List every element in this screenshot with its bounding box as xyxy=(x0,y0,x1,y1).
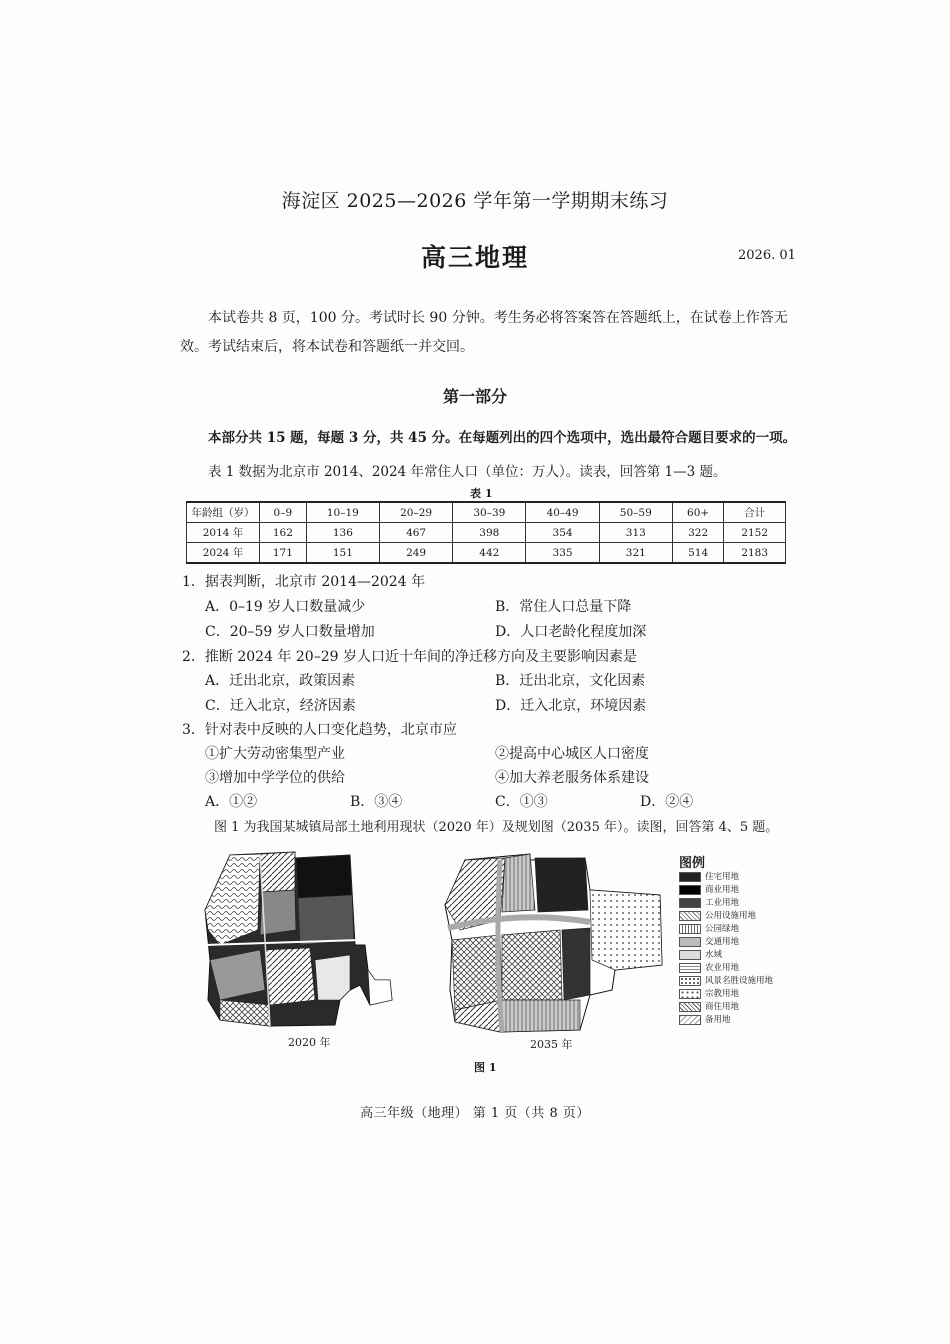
table-header-cell: 合计 xyxy=(724,502,786,523)
page-footer: 高三年级（地理） 第 1 页（共 8 页） xyxy=(360,1106,590,1121)
legend-item xyxy=(679,988,739,1000)
question-1-stem: 1．据表判断，北京市 2014—2024 年 xyxy=(182,574,426,590)
legend-item xyxy=(679,884,739,896)
table-cell: 335 xyxy=(526,543,599,564)
table-cell: 2183 xyxy=(724,543,786,564)
table-intro: 表 1 数据为北京市 2014、2024 年常住人口（单位：万人）。读表，回答第 1—3 题。 xyxy=(208,464,727,480)
legend-swatch xyxy=(679,898,701,908)
question-3-option-d[interactable]: D．②④ xyxy=(640,794,694,810)
table-cell: 354 xyxy=(526,523,599,543)
legend-item xyxy=(679,1014,731,1026)
table-cell: 467 xyxy=(379,523,452,543)
legend-swatch xyxy=(679,1002,701,1012)
table-cell: 2152 xyxy=(724,523,786,543)
table-cell: 398 xyxy=(453,523,526,543)
legend-title: 图例 xyxy=(679,856,706,871)
land-use-map-2035 xyxy=(440,850,675,1035)
land-use-map-2020 xyxy=(200,850,415,1030)
legend-swatch xyxy=(679,1015,701,1025)
population-table xyxy=(186,501,786,564)
table-cell: 2024 年 xyxy=(187,543,260,564)
legend-item xyxy=(679,1001,739,1013)
question-3-statement-1: ①扩大劳动密集型产业 xyxy=(205,746,345,762)
question-1-option-d[interactable]: D．人口老龄化程度加深 xyxy=(495,624,647,640)
question-3-statement-2: ②提高中心城区人口密度 xyxy=(495,746,649,762)
question-1-option-b[interactable]: B．常住人口总量下降 xyxy=(495,599,632,615)
table-row xyxy=(187,523,786,543)
question-3-statement-3: ③增加中学学位的供给 xyxy=(205,770,345,786)
figure-caption: 图 1 xyxy=(474,1061,497,1074)
legend-label: 公园绿地 xyxy=(705,924,740,934)
part-title: 第一部分 xyxy=(442,387,507,406)
table-cell: 151 xyxy=(306,543,379,564)
table-cell: 313 xyxy=(599,523,672,543)
table-cell: 171 xyxy=(260,543,307,564)
table-cell: 2014 年 xyxy=(187,523,260,543)
question-3-option-c[interactable]: C．①③ xyxy=(495,794,548,810)
table-header-cell: 60+ xyxy=(672,502,723,523)
legend-label: 宗教用地 xyxy=(705,989,740,999)
legend-item xyxy=(679,975,773,987)
legend-item xyxy=(679,936,739,948)
legend-item xyxy=(679,910,756,922)
legend-item xyxy=(679,962,739,974)
legend-swatch xyxy=(679,911,701,921)
table-header-cell: 0–9 xyxy=(260,502,307,523)
legend-swatch xyxy=(679,950,701,960)
legend-label: 公用设施用地 xyxy=(705,911,757,921)
question-1-option-a[interactable]: A．0–19 岁人口数量减少 xyxy=(205,599,366,615)
legend-swatch xyxy=(679,937,701,947)
table-row xyxy=(187,543,786,564)
question-2-option-a[interactable]: A．迁出北京，政策因素 xyxy=(205,673,356,689)
table-header-cell: 年龄组（岁） xyxy=(187,502,260,523)
table-header-cell: 40–49 xyxy=(526,502,599,523)
question-3-statement-4: ④加大养老服务体系建设 xyxy=(495,770,649,786)
legend-label: 商业用地 xyxy=(705,885,740,895)
exam-instructions: 本试卷共 8 页，100 分。考试时长 90 分钟。考生务必将答案答在答题纸上，在试卷上作答无效。考试结束后，将本试卷和答题纸一并交回。 xyxy=(180,310,788,355)
question-2-stem: 2．推断 2024 年 20–29 岁人口近十年间的净迁移方向及主要影响因素是 xyxy=(182,649,637,665)
legend-label: 住宅用地 xyxy=(705,872,740,882)
legend-label: 水域 xyxy=(705,950,723,960)
table-cell: 136 xyxy=(306,523,379,543)
legend-item xyxy=(679,871,739,883)
table-header-row xyxy=(187,502,786,523)
figure-intro: 图 1 为我国某城镇局部土地利用现状（2020 年）及规划图（2035 年）。读图，回答第 4、5 题。 xyxy=(214,820,779,835)
table-header-cell: 20–29 xyxy=(379,502,452,523)
table-header-cell: 30–39 xyxy=(453,502,526,523)
legend-label: 农业用地 xyxy=(705,963,740,973)
legend-swatch xyxy=(679,872,701,882)
question-2-option-c[interactable]: C．迁入北京，经济因素 xyxy=(205,698,356,714)
table-cell: 321 xyxy=(599,543,672,564)
legend-label: 工业用地 xyxy=(705,898,740,908)
question-2-option-d[interactable]: D．迁入北京，环境因素 xyxy=(495,698,647,714)
exam-date: 2026. 01 xyxy=(738,248,796,263)
legend-swatch xyxy=(679,963,701,973)
table-header-cell: 50–59 xyxy=(599,502,672,523)
question-3-option-b[interactable]: B．③④ xyxy=(350,794,403,810)
question-3-stem: 3．针对表中反映的人口变化趋势，北京市应 xyxy=(182,722,457,738)
table-cell: 322 xyxy=(672,523,723,543)
table-header-cell: 10–19 xyxy=(306,502,379,523)
legend-label: 风景名胜设施用地 xyxy=(705,976,774,986)
part-description: 本部分共 15 题，每题 3 分，共 45 分。在每题列出的四个选项中，选出最符合题目要求的一项。 xyxy=(208,430,797,446)
legend-item xyxy=(679,923,739,935)
table-cell: 249 xyxy=(379,543,452,564)
legend-swatch xyxy=(679,924,701,934)
table-cell: 442 xyxy=(453,543,526,564)
map-2035-label: 2035 年 xyxy=(530,1038,573,1051)
legend-swatch xyxy=(679,885,701,895)
legend-label: 交通用地 xyxy=(705,937,740,947)
legend-item xyxy=(679,949,722,961)
table-caption: 表 1 xyxy=(470,487,493,500)
question-2-option-b[interactable]: B．迁出北京，文化因素 xyxy=(495,673,646,689)
legend-swatch xyxy=(679,976,701,986)
question-3-option-a[interactable]: A．①② xyxy=(205,794,258,810)
legend-item xyxy=(679,897,739,909)
table-cell: 162 xyxy=(260,523,307,543)
legend-label: 商住用地 xyxy=(705,1002,740,1012)
question-1-option-c[interactable]: C．20–59 岁人口数量增加 xyxy=(205,624,375,640)
map-2020-label: 2020 年 xyxy=(288,1036,331,1049)
table-cell: 514 xyxy=(672,543,723,564)
legend-swatch xyxy=(679,989,701,999)
subject-title: 高三地理 xyxy=(420,243,529,272)
exam-title: 海淀区 2025—2026 学年第一学期期末练习 xyxy=(281,190,669,212)
legend-label: 备用地 xyxy=(705,1015,731,1025)
